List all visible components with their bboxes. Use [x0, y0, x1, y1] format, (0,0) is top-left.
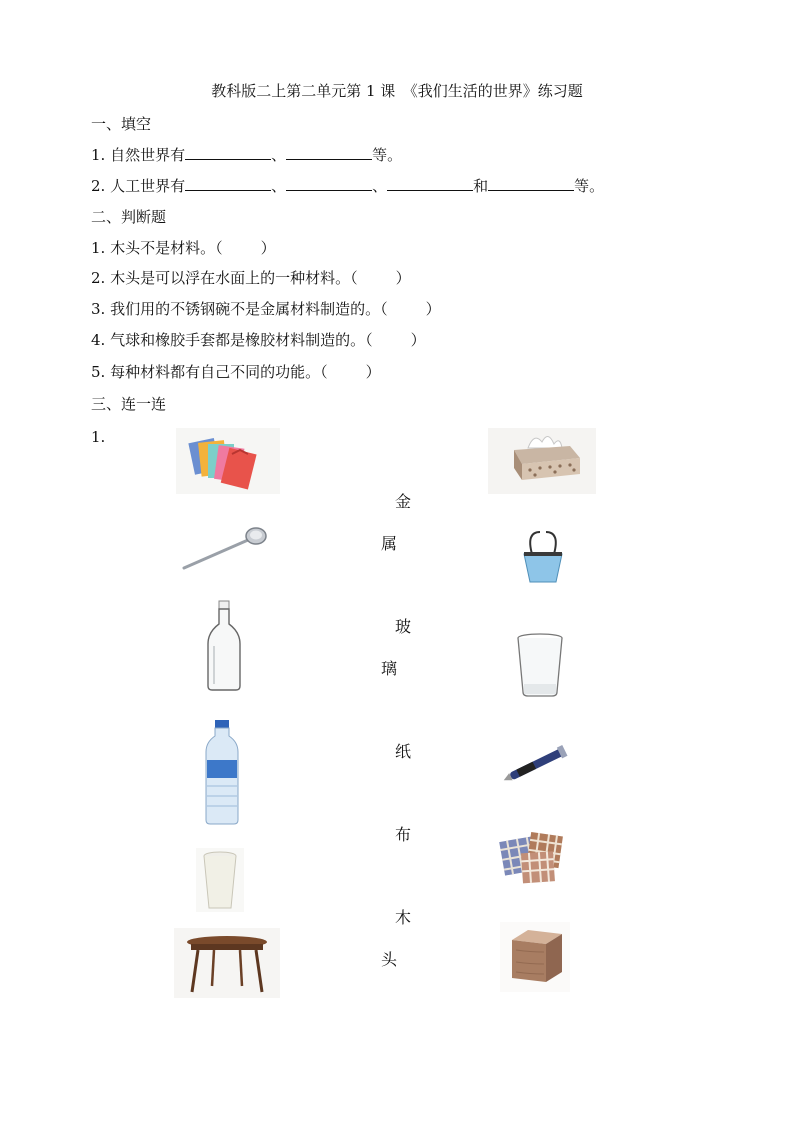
water-bottle-icon[interactable]: [200, 718, 244, 826]
material-char-li: 璃: [381, 659, 398, 678]
q-text: 木头不是材料。（: [110, 239, 223, 257]
paren-close: ）: [365, 363, 381, 381]
judge-question-5: [91, 362, 381, 382]
separator: 、: [372, 177, 388, 195]
judge-question-1: [91, 238, 276, 258]
material-char-bu: 布: [395, 825, 412, 844]
q-suffix: 等。: [574, 177, 605, 195]
q-number: 1.: [91, 239, 106, 257]
wood-block-icon[interactable]: [500, 922, 570, 992]
answer-blank[interactable]: [286, 176, 372, 191]
section2-heading: 二、判断题: [91, 208, 167, 226]
separator: 、: [271, 146, 287, 164]
paren-close: ）: [425, 300, 441, 318]
judge-question-2: [91, 268, 411, 288]
q-number: 5.: [91, 363, 106, 381]
separator: 、: [271, 177, 287, 195]
q-text: 木头是可以浮在水面上的一种材料。（: [110, 269, 358, 287]
paper-cup-icon[interactable]: [196, 848, 244, 912]
q-text: 我们用的不锈钢碗不是金属材料制造的。（: [110, 300, 388, 318]
conjunction: 和: [473, 177, 489, 195]
q-text: 人工世界有: [110, 177, 186, 195]
pen-icon[interactable]: [496, 738, 578, 790]
material-char-bo: 玻: [395, 617, 412, 636]
judge-question-4: [91, 330, 426, 350]
q-number: 3.: [91, 300, 106, 318]
material-char-tou: 头: [381, 950, 398, 969]
judge-question-3: [91, 299, 441, 319]
fill-question-2: [91, 176, 604, 196]
tissue-box-icon[interactable]: [488, 428, 596, 494]
material-char-zhi: 纸: [395, 742, 412, 761]
fill-question-1: [91, 145, 402, 165]
answer-blank[interactable]: [387, 176, 473, 191]
match-question-number: 1.: [91, 428, 106, 446]
q-suffix: 等。: [372, 146, 403, 164]
paren-close: ）: [260, 239, 276, 257]
answer-blank[interactable]: [488, 176, 574, 191]
answer-blank[interactable]: [286, 145, 372, 160]
material-char-jin: 金: [395, 492, 412, 511]
t-shirts-icon[interactable]: [176, 428, 280, 494]
paren-close: ）: [395, 269, 411, 287]
section3-heading: 三、连一连: [91, 395, 167, 413]
drinking-glass-icon[interactable]: [512, 630, 568, 700]
wooden-table-icon[interactable]: [174, 928, 280, 998]
material-char-shu: 属: [381, 534, 398, 553]
q-number: 2.: [91, 177, 106, 195]
page-title: 教科版二上第二单元第 1 课 《我们生活的世界》练习题: [211, 82, 583, 100]
q-text: 自然世界有: [110, 146, 186, 164]
q-number: 1.: [91, 146, 106, 164]
binder-clip-icon[interactable]: [510, 524, 576, 590]
material-char-mu: 木: [395, 908, 412, 927]
q-text: 每种材料都有自己不同的功能。（: [110, 363, 328, 381]
q-number: 4.: [91, 331, 106, 349]
cloth-napkins-icon[interactable]: [494, 826, 570, 888]
answer-blank[interactable]: [185, 176, 271, 191]
section1-heading: 一、填空: [91, 115, 152, 133]
paren-close: ）: [410, 331, 426, 349]
glass-bottle-icon[interactable]: [200, 598, 248, 692]
answer-blank[interactable]: [185, 145, 271, 160]
q-text: 气球和橡胶手套都是橡胶材料制造的。（: [110, 331, 373, 349]
ladle-icon[interactable]: [176, 520, 272, 578]
q-number: 2.: [91, 269, 106, 287]
